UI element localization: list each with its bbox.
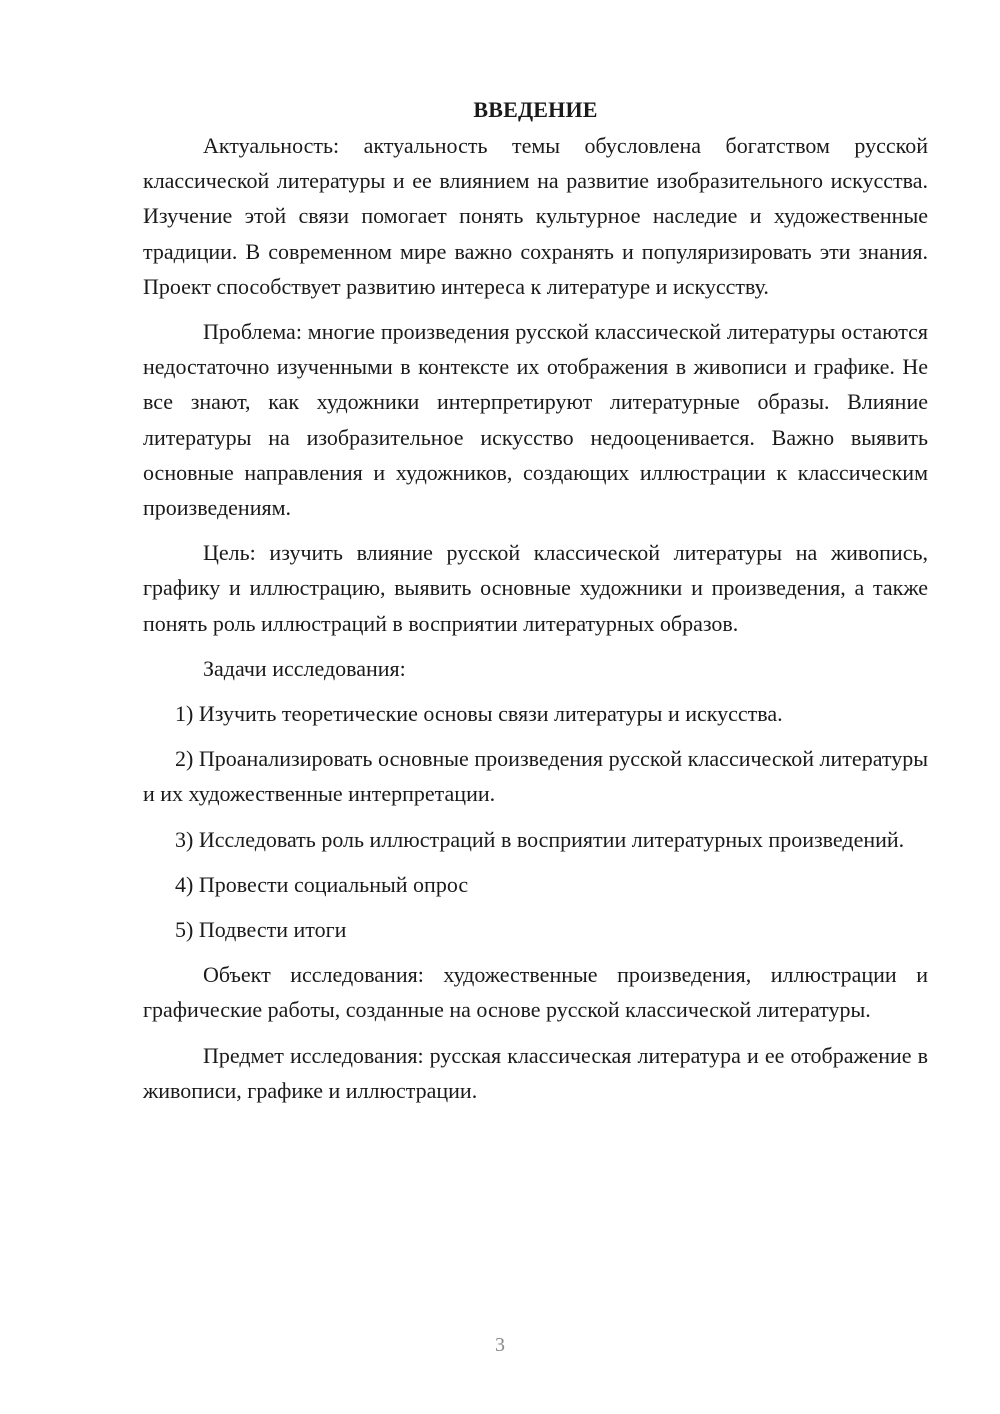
task-item-3: 3) Исследовать роль иллюстраций в восприятии литературных произведений. [175, 826, 905, 852]
task-item-2: 2) Проанализировать основные произведения русской классической литературы и их художественные интерпретации. [143, 746, 928, 807]
paragraph-relevance: Актуальность: актуальность темы обусловлена богатством русской классической литературы и ее влиянием на развитие изобразительного искусства. Изучение этой связи помогает понять культурное наследие и художественные традиции. В современном мире важно сохранять и популяризировать эти знания. Проект способствует развитию интереса к литературе и искусству. [143, 133, 928, 299]
paragraph-subject: Предмет исследования: русская классическая литература и ее отображение в живописи, графике и иллюстрации. [143, 1042, 928, 1103]
paragraph-problem: Проблема: многие произведения русской классической литературы остаются недостаточно изученными в контексте их отображения в живописи и графике. Не все знают, как художники интерпретируют литературные образы. Влияние литературы на изобразительное искусство недооценивается. Важно выявить основные направления и художников, создающих иллюстрации к классическим произведениям. [143, 319, 928, 521]
task-item-5: 5) Подвести итоги [175, 917, 347, 943]
paragraph-object: Объект исследования: художественные произведения, иллюстрации и графические работы, созданные на основе русской классической литературы. [143, 962, 928, 1023]
document-page [143, 92, 928, 1118]
section-heading: ВВЕДЕНИЕ [473, 97, 598, 122]
paragraph-tasks-intro: Задачи исследования: [203, 655, 406, 681]
paragraph-goal: Цель: изучить влияние русской классической литературы на живопись, графику и иллюстрацию, выявить основные художники и произведения, а также понять роль иллюстраций в восприятии литературных образов. [143, 540, 928, 636]
task-item-1: 1) Изучить теоретические основы связи литературы и искусства. [175, 701, 783, 727]
page-number: 3 [495, 1334, 505, 1356]
task-item-4: 4) Провести социальный опрос [175, 871, 469, 897]
